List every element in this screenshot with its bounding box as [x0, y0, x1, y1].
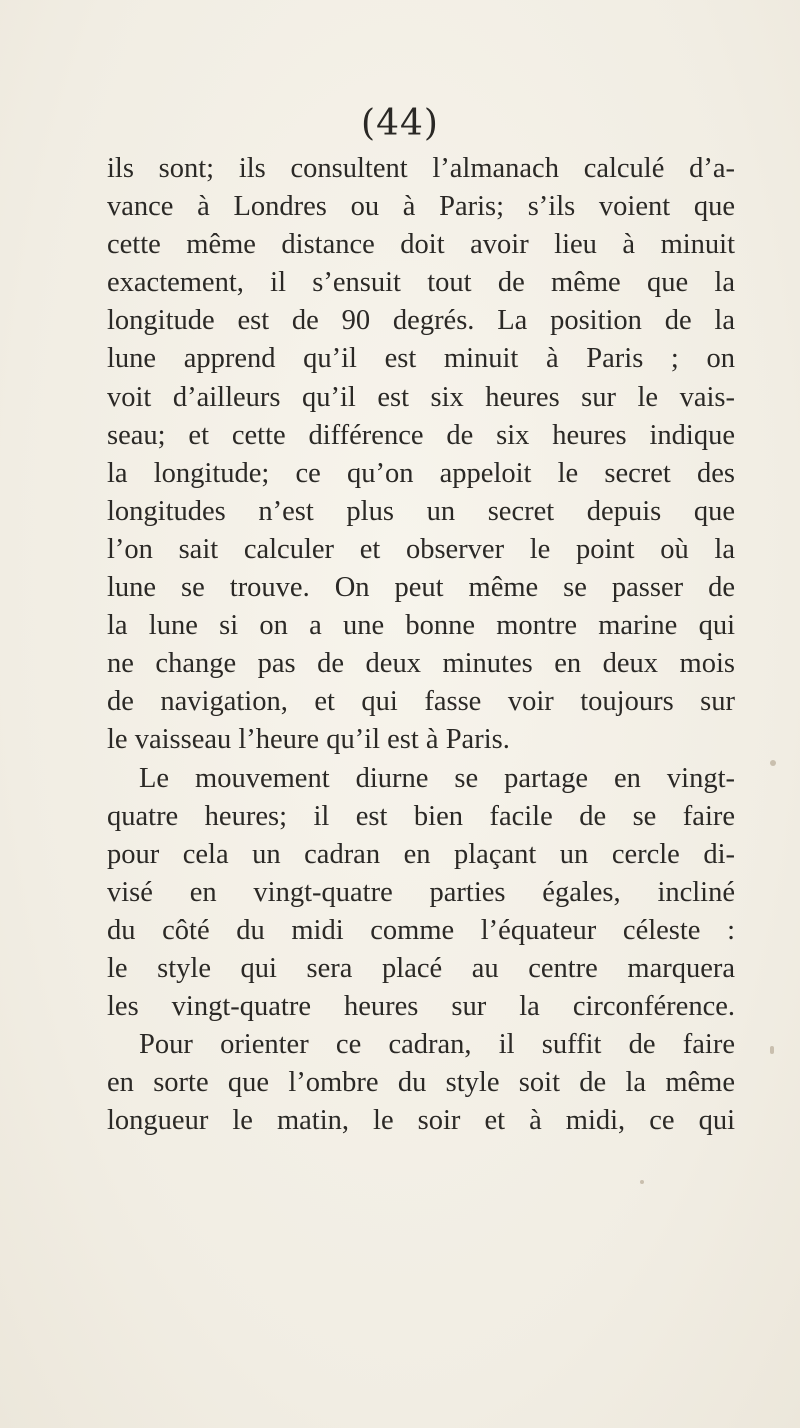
text-line: la lune si on a une bonne montre marine qui — [107, 610, 735, 642]
text-line: le style qui sera placé au centre marquera — [107, 952, 735, 984]
text-line: Pour orienter ce cadran, il suffit de faire — [139, 1029, 735, 1061]
text-line: de navigation, et qui fasse voir toujours sur — [107, 686, 735, 718]
text-line: Le mouvement diurne se partage en vingt- — [139, 762, 735, 794]
text-line: le vaisseau l’heure qu’il est à Paris. — [107, 724, 510, 756]
text-line: vance à Londres ou à Paris; s’ils voient que — [107, 191, 735, 223]
text-line: lune se trouve. On peut même se passer de — [107, 572, 735, 604]
text-line: les vingt-quatre heures sur la circonférence. — [107, 991, 735, 1023]
text-line: voit d’ailleurs qu’il est six heures sur le vais- — [107, 381, 735, 413]
text-line: exactement, il s’ensuit tout de même que la — [107, 267, 735, 299]
text-line: longueur le matin, le soir et à midi, ce qui — [107, 1105, 735, 1137]
paper-speck — [770, 760, 776, 766]
text-line: la longitude; ce qu’on appeloit le secret des — [107, 457, 735, 489]
text-line: seau; et cette différence de six heures indique — [107, 419, 735, 451]
text-line: visé en vingt-quatre parties égales, incliné — [107, 876, 735, 908]
page-number: (44) — [361, 103, 439, 144]
paper-speck — [640, 1180, 644, 1184]
text-line: pour cela un cadran en plaçant un cercle di- — [107, 838, 735, 870]
text-line: ils sont; ils consultent l’almanach calculé d’a- — [107, 153, 735, 184]
text-line: quatre heures; il est bien facile de se faire — [107, 800, 735, 832]
paper-speck — [770, 1046, 774, 1054]
text-line: l’on sait calculer et observer le point où la — [107, 533, 735, 565]
body-text — [107, 150, 735, 1140]
text-line: longitude est de 90 degrés. La position de la — [107, 305, 735, 337]
text-line: du côté du midi comme l’équateur céleste : — [107, 914, 735, 946]
text-line: longitudes n’est plus un secret depuis que — [107, 495, 735, 527]
text-line: en sorte que l’ombre du style soit de la même — [107, 1067, 735, 1099]
text-line: cette même distance doit avoir lieu à minuit — [107, 229, 735, 261]
text-line: ne change pas de deux minutes en deux mois — [107, 648, 735, 680]
text-line: lune apprend qu’il est minuit à Paris ; on — [107, 343, 735, 375]
